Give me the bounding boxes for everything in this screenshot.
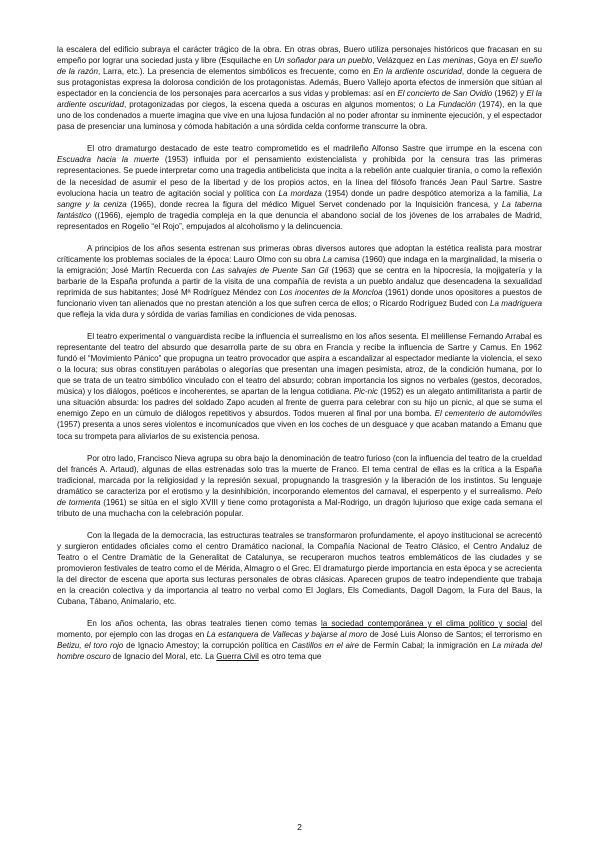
text-run: la escalera del edificio subraya el carácter trágico de la obra. En otras obras, Buero utiliza personajes históricos que fracasan en su empeño por lograr una sociedad justa y libre (Esquilache en: [57, 45, 542, 66]
work-title: Castillos en el aire: [291, 641, 359, 651]
text-run: (1965), donde recrea la figura del médico Miguel Servet condenado por la Inquisición francesa, y: [126, 199, 502, 209]
text-run: , protagonizadas por ciegos, la escena queda a oscuras en algunos momentos; o: [124, 100, 427, 110]
text-run: A principios de los años sesenta estrenan sus primeras obras diversos autores que adoptan la estética realista para mostrar críticamente los problemas sociales de la época: Lauro Olmo con su obra: [57, 243, 542, 264]
work-title: Un soñador para un pueblo: [274, 56, 373, 66]
text-run: , Goya en: [473, 56, 511, 66]
paragraph-2: [57, 143, 542, 231]
text-run: ((1966), ejemplo de tragedia compleja en la que denuncia el abandono social de los jóvenes de los arrabales de Madrid, representados en Rogelio “el Rojo”, empujados al alcoholismo y la delincuencia.: [57, 210, 542, 231]
text-run: El otro dramaturgo destacado de este teatro comprometido es el madrileño Alfonso Sastre que irrumpe en la escena con: [87, 144, 542, 154]
text-run: (1953) influida por el pensamiento existencialista y prohibida por la censura tras las primeras representaciones. Se puede interpretar como una tragedia antibelicista que incita a la rebelión ante cualquier tiranía, o como la reflexión de la necesidad de asumir el peso de la libertad y de los propios actos, en la línea del filósofo francés Jean Paul Sartre. Sastre evoluciona hacia un teatro de agitación social y política con: [57, 155, 543, 198]
work-title: Escuadra hacia la muerte: [57, 155, 160, 165]
text-run: (1962) y: [492, 89, 527, 99]
work-title: En la ardiente oscuridad: [373, 67, 462, 77]
work-title: La camisa: [322, 254, 360, 264]
work-title: El concierto de San Ovidio: [397, 89, 493, 99]
text-run: , Larra, etc.). La presencia de elementos simbólicos es frecuente, como en: [97, 67, 374, 77]
work-title: Pic-nic: [353, 387, 378, 397]
work-title: La mirada del hombre oscuro: [57, 641, 542, 662]
work-title: La taberna fantástico: [57, 199, 542, 220]
text-run: de José Luis Alonso de Santos; el terrorismo en: [367, 630, 542, 640]
text-run: (1963) que se centra en la hipocresía, la mojigatería y la barbarie de la España profunda a partir de la visita de una compañía de revista a un pueblo andaluz que desencadena la sexualidad reprimida de sus habitantes; José Mª Rodríguez Méndez con: [57, 265, 542, 297]
text-run: de Fermín Cabal; la inmigración en: [358, 641, 493, 651]
work-title: El sueño de la razón: [57, 56, 543, 77]
text-run: de Ignacio Amestoy; la corrupción política en: [123, 641, 292, 651]
text-run: que refleja la vida dura y sórdida de varias familias en condiciones de vida penosas.: [57, 310, 357, 320]
text-run: del momento, por ejemplo con las drogas en: [57, 619, 543, 640]
text-run: es otro tema que: [258, 652, 322, 662]
work-title: La estanquera de Vallecas y bajarse al moro: [206, 630, 368, 640]
text-run: , donde la ceguera de sus protagonistas expresa la dolorosa condición de los protagonistas. Además, Buero Vallejo aporta efectos de inmersión que sitúan al espectador en la conciencia de los personajes para acercarlos a sus vidas y problemas: así en: [57, 67, 542, 99]
work-title: Los inocentes de la Moncloa: [279, 287, 383, 297]
text-run: (1952) es un alegato antimilitarista a partir de una situación absurda: los padres del soldado Zapo acuden al frente de guerra para celebrar con su hijo un picnic, al que se suma el enemigo Zepo en un cúmulo de diálogos repetitivos y absurdos. Todos mueren al final por una bomba.: [57, 387, 542, 419]
work-title: Las salvajes de Puente San Gil: [211, 265, 329, 275]
work-title: La madriguera: [490, 298, 543, 308]
body-text: [57, 44, 542, 662]
text-run: , Velázquez en: [372, 56, 428, 66]
text-run: Con la llegada de la democracia, las estructuras teatrales se transformaron profundamente, el apoyo institucional se acrecentó y surgieron entidades oficiales como el centro Dramático nacional, la Compañía Nacional de Teatro Clásico, el Centro Andaluz de Teatro o el Centre Dramàtic de la Generalitat de Catalunya, se recuperaron muchos teatros emblemáticos de las ciudades y se promovieron festivales de teatro como el de Mérida, Almagro o el Grec. El dramaturgo pierde importancia en esta época y se acrecienta la del director de escena que aporta sus lecturas personales de obras clásicas. Aparecen grupos de teatro independiente que trabaja en la creación colectiva y da importancia al teatro no verbal como El Joglars, Els Comediants, Dagoll Dagom, la Fura del Baus, la Cubana, Tábano, Animalario, etc.: [57, 530, 542, 607]
work-title: La Fundación: [426, 100, 476, 110]
work-title: El la ardiente oscuridad: [57, 89, 542, 110]
paragraph-6: [57, 530, 542, 607]
text-run: (1974), en la que uno de los condenados a muerte imagina que vive en una lujosa fundación al no poder afrontar su inminente ejecución, y el espectador pasa de presenciar una luminosa y cómoda habitación a una sórdida celda conforme transcurre la obra.: [57, 100, 542, 132]
text-run: Por otro lado, Francisco Nieva agrupa su obra bajo la denominación de teatro furioso (con la influencia del teatro de la crueldad del francés A. Artaud), algunas de ellas estrenadas solo tras la muerte de Franco. El tema central de ellas es la crítica a la España tradicional, marcada por la religiosidad y la represión sexual, propugnando la trasgresión y la liberación de los instintos. Su lenguaje dramático se caracteriza por el erotismo y la desinhibición, incorporando elementos del carnaval, el esperpento y el surrealismo.: [57, 453, 542, 496]
work-title: Betizu, el toro rojo: [57, 641, 124, 651]
page-number: 2: [297, 822, 302, 832]
work-title: El cementerio de automóviles: [434, 409, 542, 419]
work-title: Las meninas: [427, 56, 474, 66]
text-run: de Ignacio del Moral, etc. La: [110, 652, 217, 662]
paragraph-5: [57, 453, 542, 519]
work-title: La mordaza: [278, 188, 322, 198]
paragraph-3: [57, 243, 542, 320]
work-title: La sangre y la ceniza: [57, 188, 543, 209]
underlined-text: Guerra Civil: [216, 652, 259, 662]
text-run: El teatro experimental o vanguardista recibe la influencia el surrealismo en los años sesenta. El melillense Fernando Arrabal es representante del teatro del absurdo que desarrolla parte de su obra en Francia y recibe la influencia de Sartre y Camus. En 1962 fundó el “Movimiento Pánico” que propugna un teatro provocador que aspira a escandalizar al espectador mediante la violencia, el sexo o la locura; sus obras constituyen parábolas o alegorías que presentan una imagen pesimista, atroz, de la condición humana, por lo que se trata de un teatro simbólico vinculado con el teatro del absurdo; cobran importancia los signos no verbales (gestos, decorados, música) y los diálogos, poéticos e incoherentes, se apartan de la lengua cotidiana.: [57, 332, 542, 397]
paragraph-1: [57, 44, 542, 132]
text-run: (1954) donde un padre despótico atemoriza a la familia,: [321, 188, 534, 198]
text-run: (1961) donde unos opositores a puestos de funcionario viven tan alienados que no prestan atención a los que sufren cerca de ellos; o Ricardo Rodríguez Buded con: [57, 287, 542, 308]
underlined-text: la sociedad contemporánea y el clima político y social: [321, 619, 528, 629]
work-title: Pelo de tormenta: [57, 486, 542, 507]
text-run: (1961) se sitúa en el siglo XVIII y tiene como protagonista a Mal-Rodrigo, un dragón lujurioso que exige cada semana el tributo de una muchacha con la celebración popular.: [57, 497, 542, 518]
text-run: (1960) que indaga en la marginalidad, la miseria o la emigración; José Martín Recuerda con: [57, 254, 542, 275]
text-run: En los años ochenta, las obras teatrales tienen como temas: [87, 619, 322, 629]
paragraph-4: [57, 331, 542, 441]
paragraph-7: [57, 618, 542, 662]
text-run: (1957) presenta a unos seres violentos e incomunicados que viven en los coches de un desguace y que acaban matando a Emanu que toca su trompeta para aliviarlos de su existencia penosa.: [57, 420, 542, 441]
